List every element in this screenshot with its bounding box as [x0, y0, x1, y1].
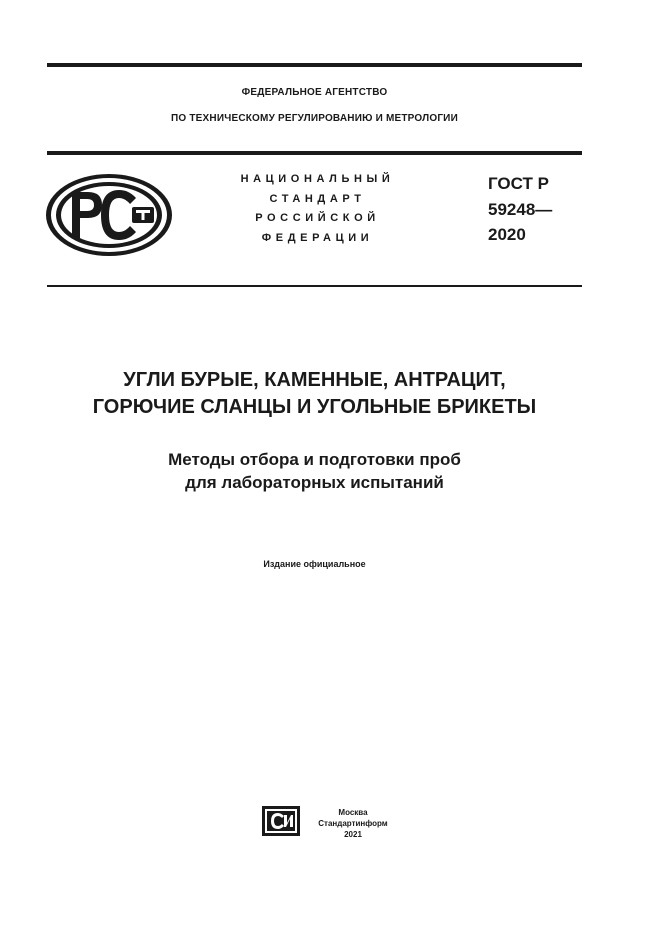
document-subtitle-line-2: для лабораторных испытаний — [185, 473, 444, 492]
edition-label: Издание официальное — [263, 559, 366, 569]
top-rule — [47, 63, 582, 67]
rst-certification-mark-icon — [44, 172, 174, 258]
document-title-line-2: ГОРЮЧИЕ СЛАНЦЫ И УГОЛЬНЫЕ БРИКЕТЫ — [92, 396, 537, 418]
agency-line-1: ФЕДЕРАЛЬНОЕ АГЕНТСТВО — [241, 87, 388, 98]
standard-type-line-1: НАЦИОНАЛЬНЫЙ — [240, 173, 395, 185]
agency-line-2: ПО ТЕХНИЧЕСКОМУ РЕГУЛИРОВАНИЮ И МЕТРОЛОГИИ — [171, 113, 458, 124]
standard-type-line-3: РОССИЙСКОЙ — [255, 212, 380, 224]
publisher-name: Стандартинформ — [318, 819, 388, 828]
publisher-year: 2021 — [344, 830, 362, 839]
document-title-line-1: УГЛИ БУРЫЕ, КАМЕННЫЕ, АНТРАЦИТ, — [123, 369, 506, 391]
designation-rule — [47, 285, 582, 287]
designation-line-1: ГОСТ Р — [488, 174, 549, 193]
designation-line-2: 59248— — [488, 200, 553, 219]
document-subtitle-line-1: Методы отбора и подготовки проб — [168, 450, 461, 469]
standard-type-line-2: СТАНДАРТ — [269, 193, 366, 205]
header-rule — [47, 151, 582, 155]
designation-line-3: 2020 — [488, 225, 526, 244]
standartinform-logo-icon — [262, 806, 300, 836]
publisher-city: Москва — [338, 808, 368, 817]
standard-type-line-4: ФЕДЕРАЦИИ — [261, 232, 374, 244]
